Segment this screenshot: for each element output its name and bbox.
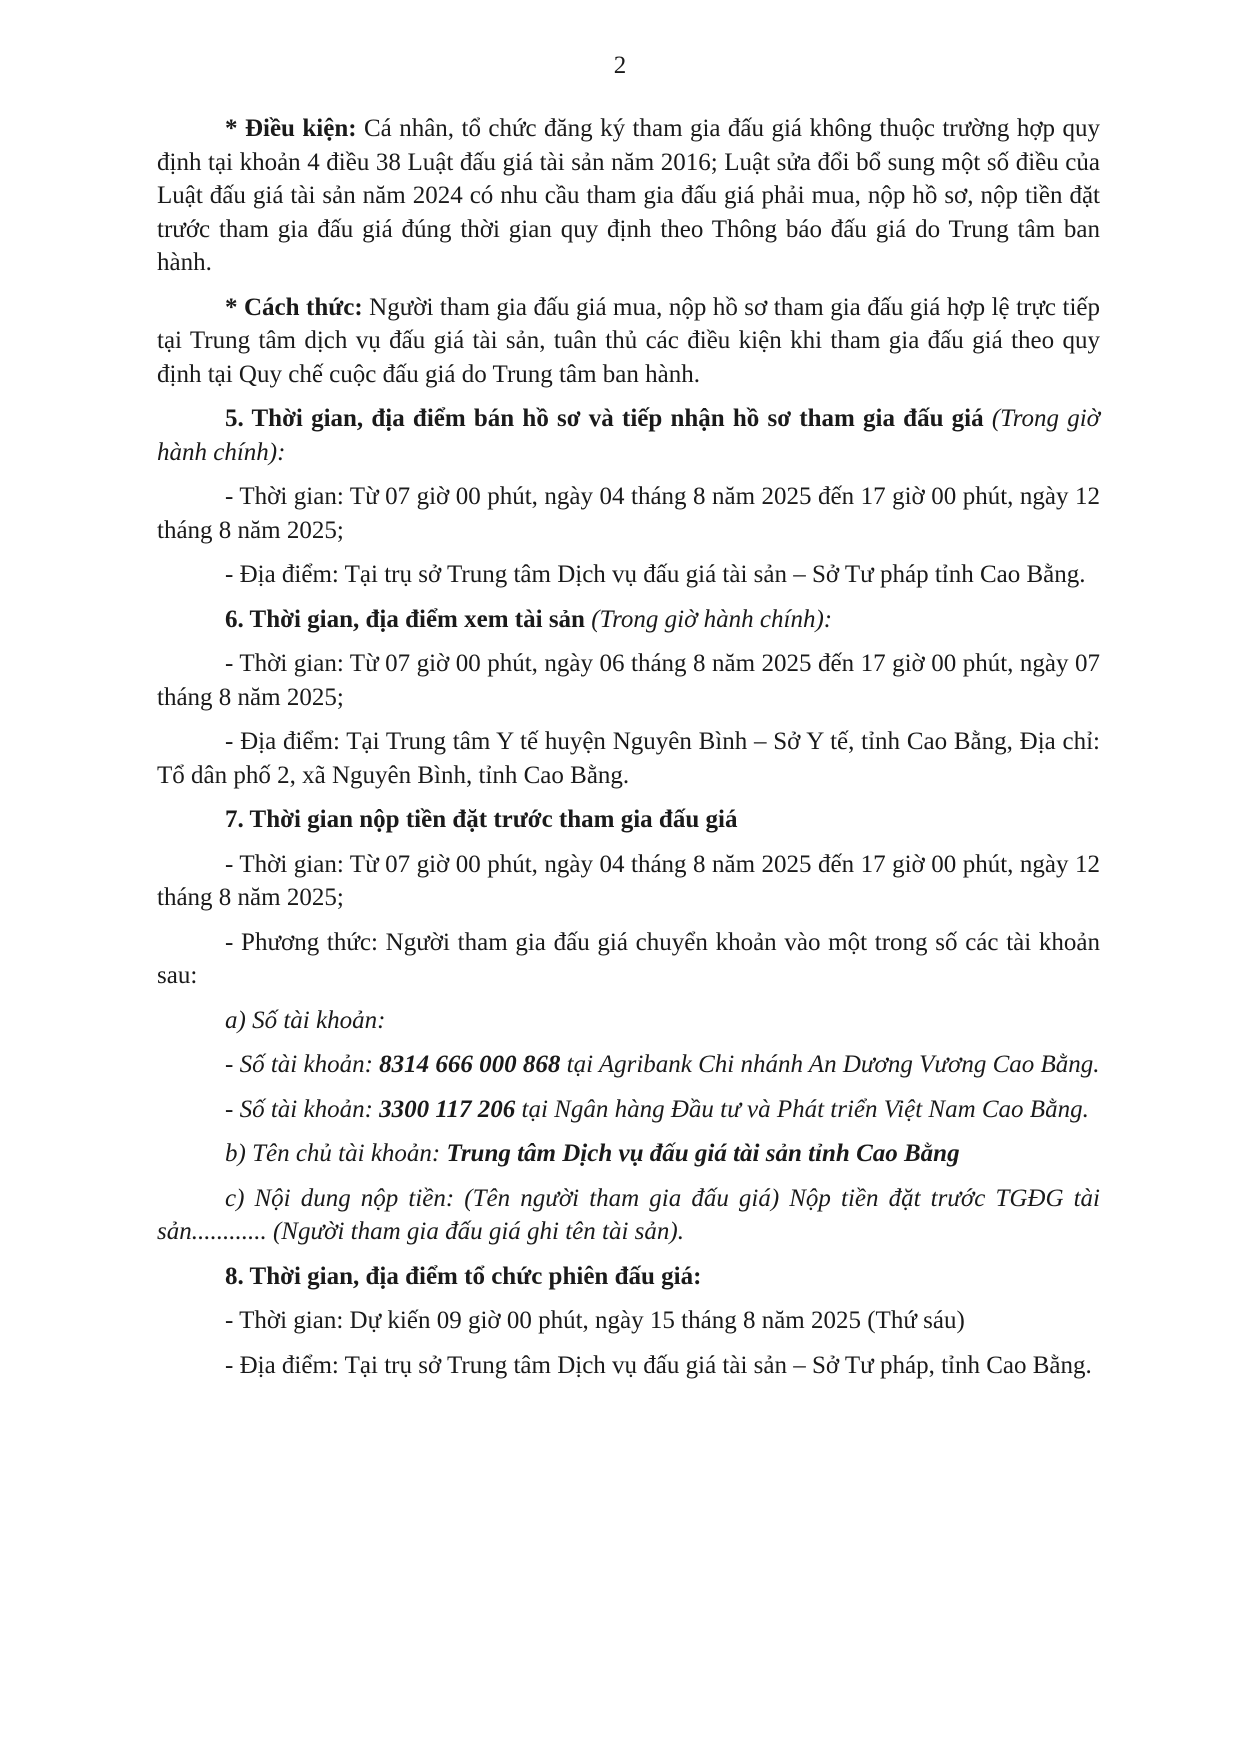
section7-method: - Phương thức: Người tham gia đấu giá chuyển khoản vào một trong số các tài khoản sau: <box>157 928 1100 989</box>
method-text: Người tham gia đấu giá mua, nộp hồ sơ tham gia đấu giá hợp lệ trực tiếp tại Trung tâm dịch vụ đấu giá tài sản, tuân thủ các điều kiện khi tham gia đấu giá theo quy định tại Quy chế cuộc đấu giá do Trung tâm ban hành. <box>157 293 1100 388</box>
section7-heading: 7. Thời gian nộp tiền đặt trước tham gia đấu giá <box>225 806 738 833</box>
conditions-text: Cá nhân, tổ chức đăng ký tham gia đấu giá không thuộc trường hợp quy định tại khoản 4 điều 38 Luật đấu giá tài sản năm 2016; Luật sửa đổi bổ sung một số điều của Luật đấu giá tài sản năm 2024 có nhu cầu tham gia đấu giá phải mua, nộp hồ sơ, nộp tiền đặt trước tham gia đấu giá đúng thời gian quy định theo Thông báo đấu giá do Trung tâm ban hành. <box>157 115 1100 276</box>
section8-place: - Địa điểm: Tại trụ sở Trung tâm Dịch vụ đấu giá tài sản – Sở Tư pháp, tỉnh Cao Bằng. <box>225 1351 1092 1379</box>
section5-time: - Thời gian: Từ 07 giờ 00 phút, ngày 04 tháng 8 năm 2025 đến 17 giờ 00 phút, ngày 12 tháng 8 năm 2025; <box>157 483 1100 544</box>
section8-heading: 8. Thời gian, địa điểm tổ chức phiên đấu giá: <box>225 1262 702 1290</box>
section7-time: - Thời gian: Từ 07 giờ 00 phút, ngày 04 tháng 8 năm 2025 đến 17 giờ 00 phút, ngày 12 tháng 8 năm 2025; <box>157 850 1100 911</box>
account-2: - Số tài khoản: 3300 117 206 tại Ngân hàng Đầu tư và Phát triển Việt Nam Cao Bằng. <box>225 1095 1089 1123</box>
account-2-number: 3300 117 206 <box>379 1095 516 1123</box>
account-holder: b) Tên chủ tài khoản: Trung tâm Dịch vụ đấu giá tài sản tỉnh Cao Bằng <box>225 1140 960 1167</box>
account-holder-name: Trung tâm Dịch vụ đấu giá tài sản tỉnh Cao Bằng <box>446 1140 960 1167</box>
section8-time: - Thời gian: Dự kiến 09 giờ 00 phút, ngày 15 tháng 8 năm 2025 (Thứ sáu) <box>225 1307 965 1334</box>
account-1-number: 8314 666 000 868 <box>379 1051 561 1078</box>
section5-place: - Địa điểm: Tại trụ sở Trung tâm Dịch vụ đấu giá tài sản – Sở Tư pháp tỉnh Cao Bằng. <box>225 561 1086 588</box>
section5-heading: 5. Thời gian, địa điểm bán hồ sơ và tiếp nhận hồ sơ tham gia đấu giá (Trong giờ hành chính): <box>157 405 1100 466</box>
conditions-paragraph <box>157 112 1100 280</box>
section6-place: - Địa điểm: Tại Trung tâm Y tế huyện Nguyên Bình – Sở Y tế, tỉnh Cao Bằng, Địa chỉ: Tổ dân phố 2, xã Nguyên Bình, tỉnh Cao Bằng. <box>157 728 1100 789</box>
section6-heading: 6. Thời gian, địa điểm xem tài sản (Trong giờ hành chính): <box>225 605 833 633</box>
page-number: 2 <box>613 52 627 79</box>
document-body <box>157 112 1100 1393</box>
method-paragraph <box>157 291 1100 392</box>
account-1: - Số tài khoản: 8314 666 000 868 tại Agribank Chi nhánh An Dương Vương Cao Bằng. <box>225 1051 1100 1078</box>
method-label: * Cách thức: <box>225 293 363 321</box>
payment-content: c) Nội dung nộp tiền: (Tên người tham gia đấu giá) Nộp tiền đặt trước TGĐG tài sản............ (Người tham gia đấu giá ghi tên tài sản). <box>157 1184 1100 1245</box>
section5-note: (Trong giờ hành chính): <box>157 405 1100 466</box>
section6-time: - Thời gian: Từ 07 giờ 00 phút, ngày 06 tháng 8 năm 2025 đến 17 giờ 00 phút, ngày 07 tháng 8 năm 2025; <box>157 650 1100 711</box>
accounts-label: a) Số tài khoản: <box>225 1006 386 1034</box>
section6-note: (Trong giờ hành chính): <box>591 605 833 633</box>
conditions-label: * Điều kiện: <box>225 115 357 142</box>
